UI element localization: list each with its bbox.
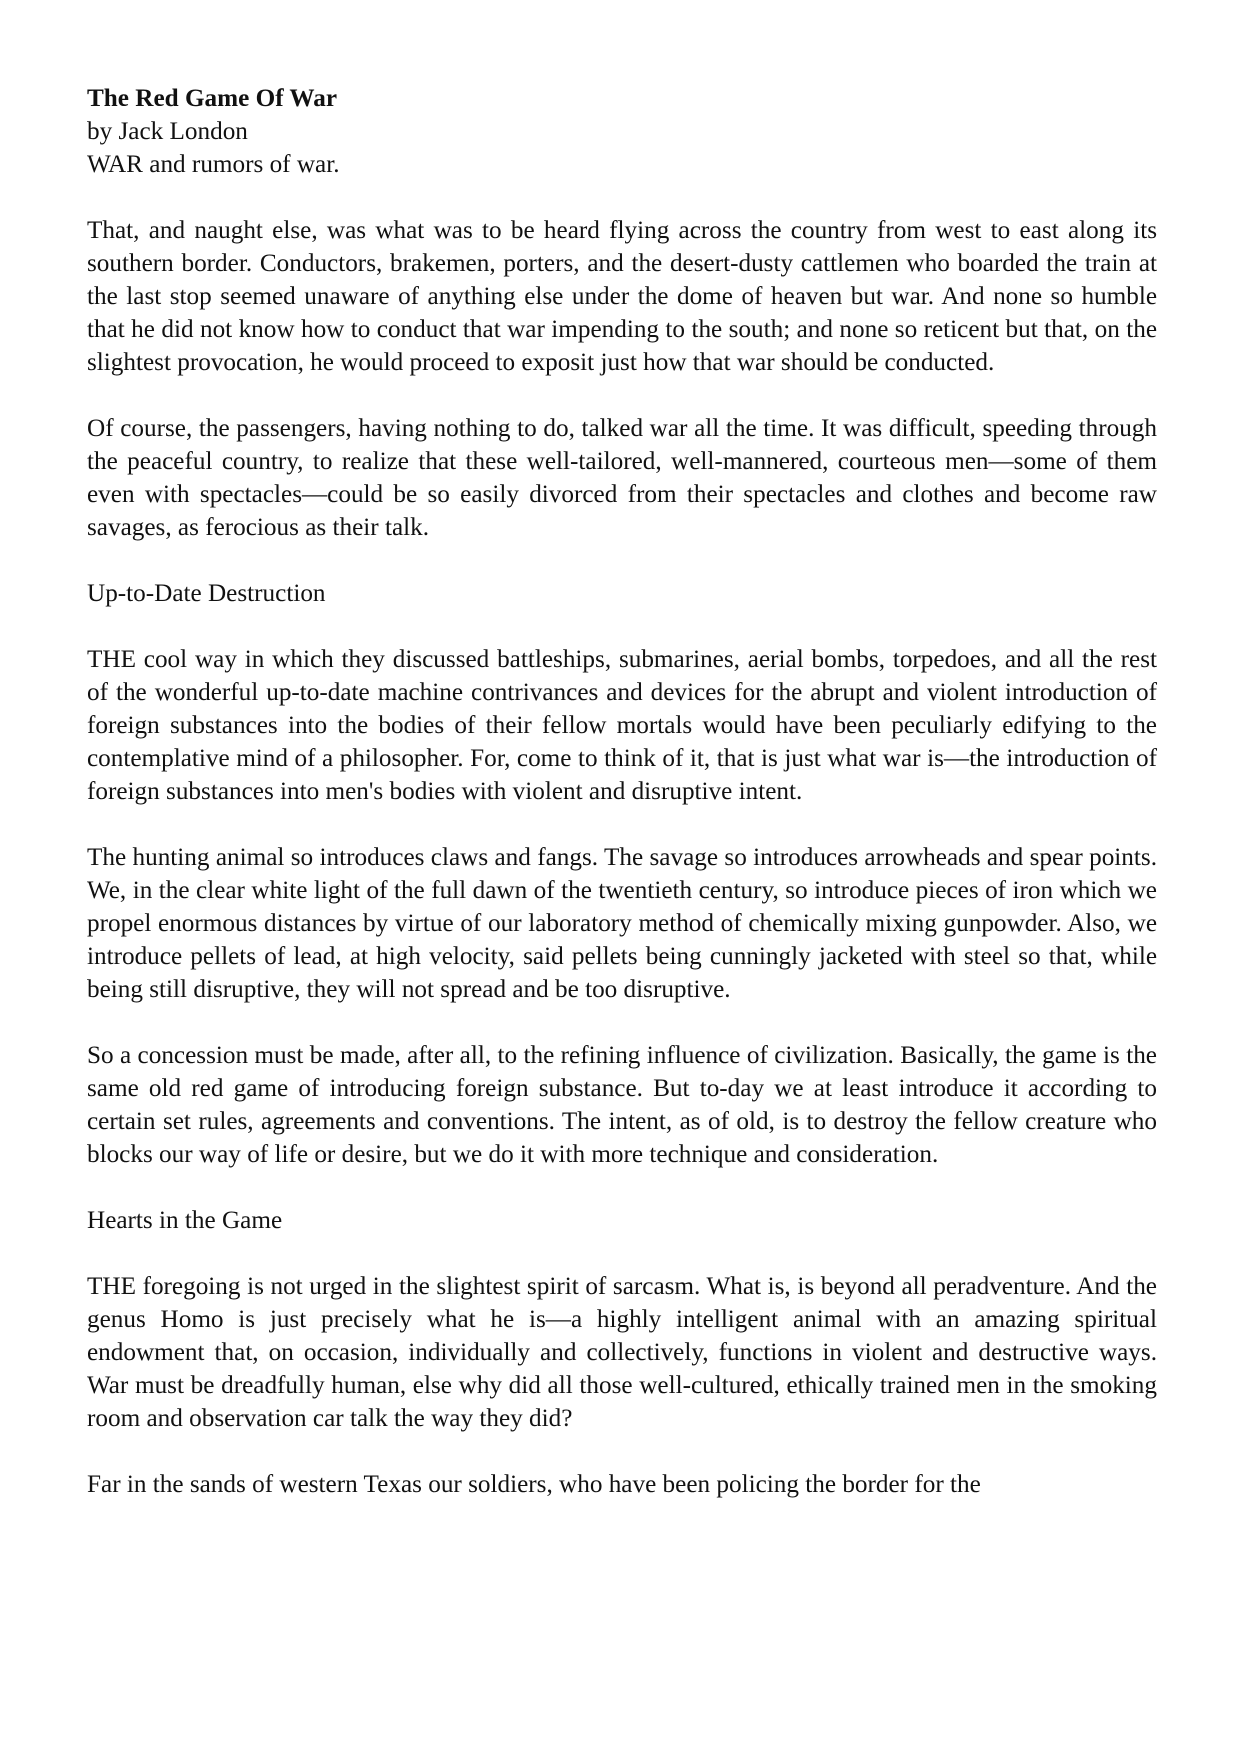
section-heading-hearts: Hearts in the Game [87, 1207, 283, 1234]
intro-line: WAR and rumors of war. [87, 151, 340, 178]
paragraph-4: The hunting animal so introduces claws and fangs. The savage so introduces arrowheads and spear points. We, in the clear white light of the full dawn of the twentieth century, so introduce pieces of iron which we propel enormous distances by virtue of our laboratory method of chemically mixing gunpowder. Also, we introduce pellets of lead, at high velocity, said pellets being cunningly jacketed with steel so that, while being still disruptive, they will not spread and be too disruptive. [87, 844, 1157, 1003]
paragraph-3: THE cool way in which they discussed battleships, submarines, aerial bombs, torpedoes, and all the rest of the wonderful up-to-date machine contrivances and devices for the abrupt and violent introduction of foreign substances into the bodies of their fellow mortals would have been peculiarly edifying to the contemplative mind of a philosopher. For, come to think of it, that is just what war is—the introduction of foreign substances into men's bodies with violent and disruptive intent. [87, 646, 1157, 805]
paragraph-5: So a concession must be made, after all, to the refining influence of civilization. Basically, the game is the same old red game of introducing foreign substance. But to-day we at least introduce it according to certain set rules, agreements and conventions. The intent, as of old, is to destroy the fellow creature who blocks our way of life or desire, but we do it with more technique and consideration. [87, 1042, 1157, 1168]
paragraph-2: Of course, the passengers, having nothing to do, talked war all the time. It was difficult, speeding through the peaceful country, to realize that these well-tailored, well-mannered, courteous men—some of them even with spectacles—could be so easily divorced from their spectacles and clothes and become raw savages, as ferocious as their talk. [87, 415, 1157, 541]
paragraph-6: THE foregoing is not urged in the slightest spirit of sarcasm. What is, is beyond all peradventure. And the genus Homo is just precisely what he is—a highly intelligent animal with an amazing spiritual endowment that, on occasion, individually and collectively, functions in violent and destructive ways. War must be dreadfully human, else why did all those well-cultured, ethically trained men in the smoking room and observation car talk the way they did? [87, 1273, 1157, 1432]
document-page [87, 82, 1157, 1501]
document-title: The Red Game Of War [87, 85, 337, 112]
section-heading-destruction: Up-to-Date Destruction [87, 580, 326, 607]
paragraph-1: That, and naught else, was what was to be heard flying across the country from west to east along its southern border. Conductors, brakemen, porters, and the desert-dusty cattlemen who boarded the train at the last stop seemed unaware of anything else under the dome of heaven but war. And none so humble that he did not know how to conduct that war impending to the south; and none so reticent but that, on the slightest provocation, he would proceed to exposit just how that war should be conducted. [87, 217, 1157, 376]
paragraph-7: Far in the sands of western Texas our soldiers, who have been policing the border for the [87, 1471, 981, 1498]
byline: by Jack London [87, 118, 248, 145]
